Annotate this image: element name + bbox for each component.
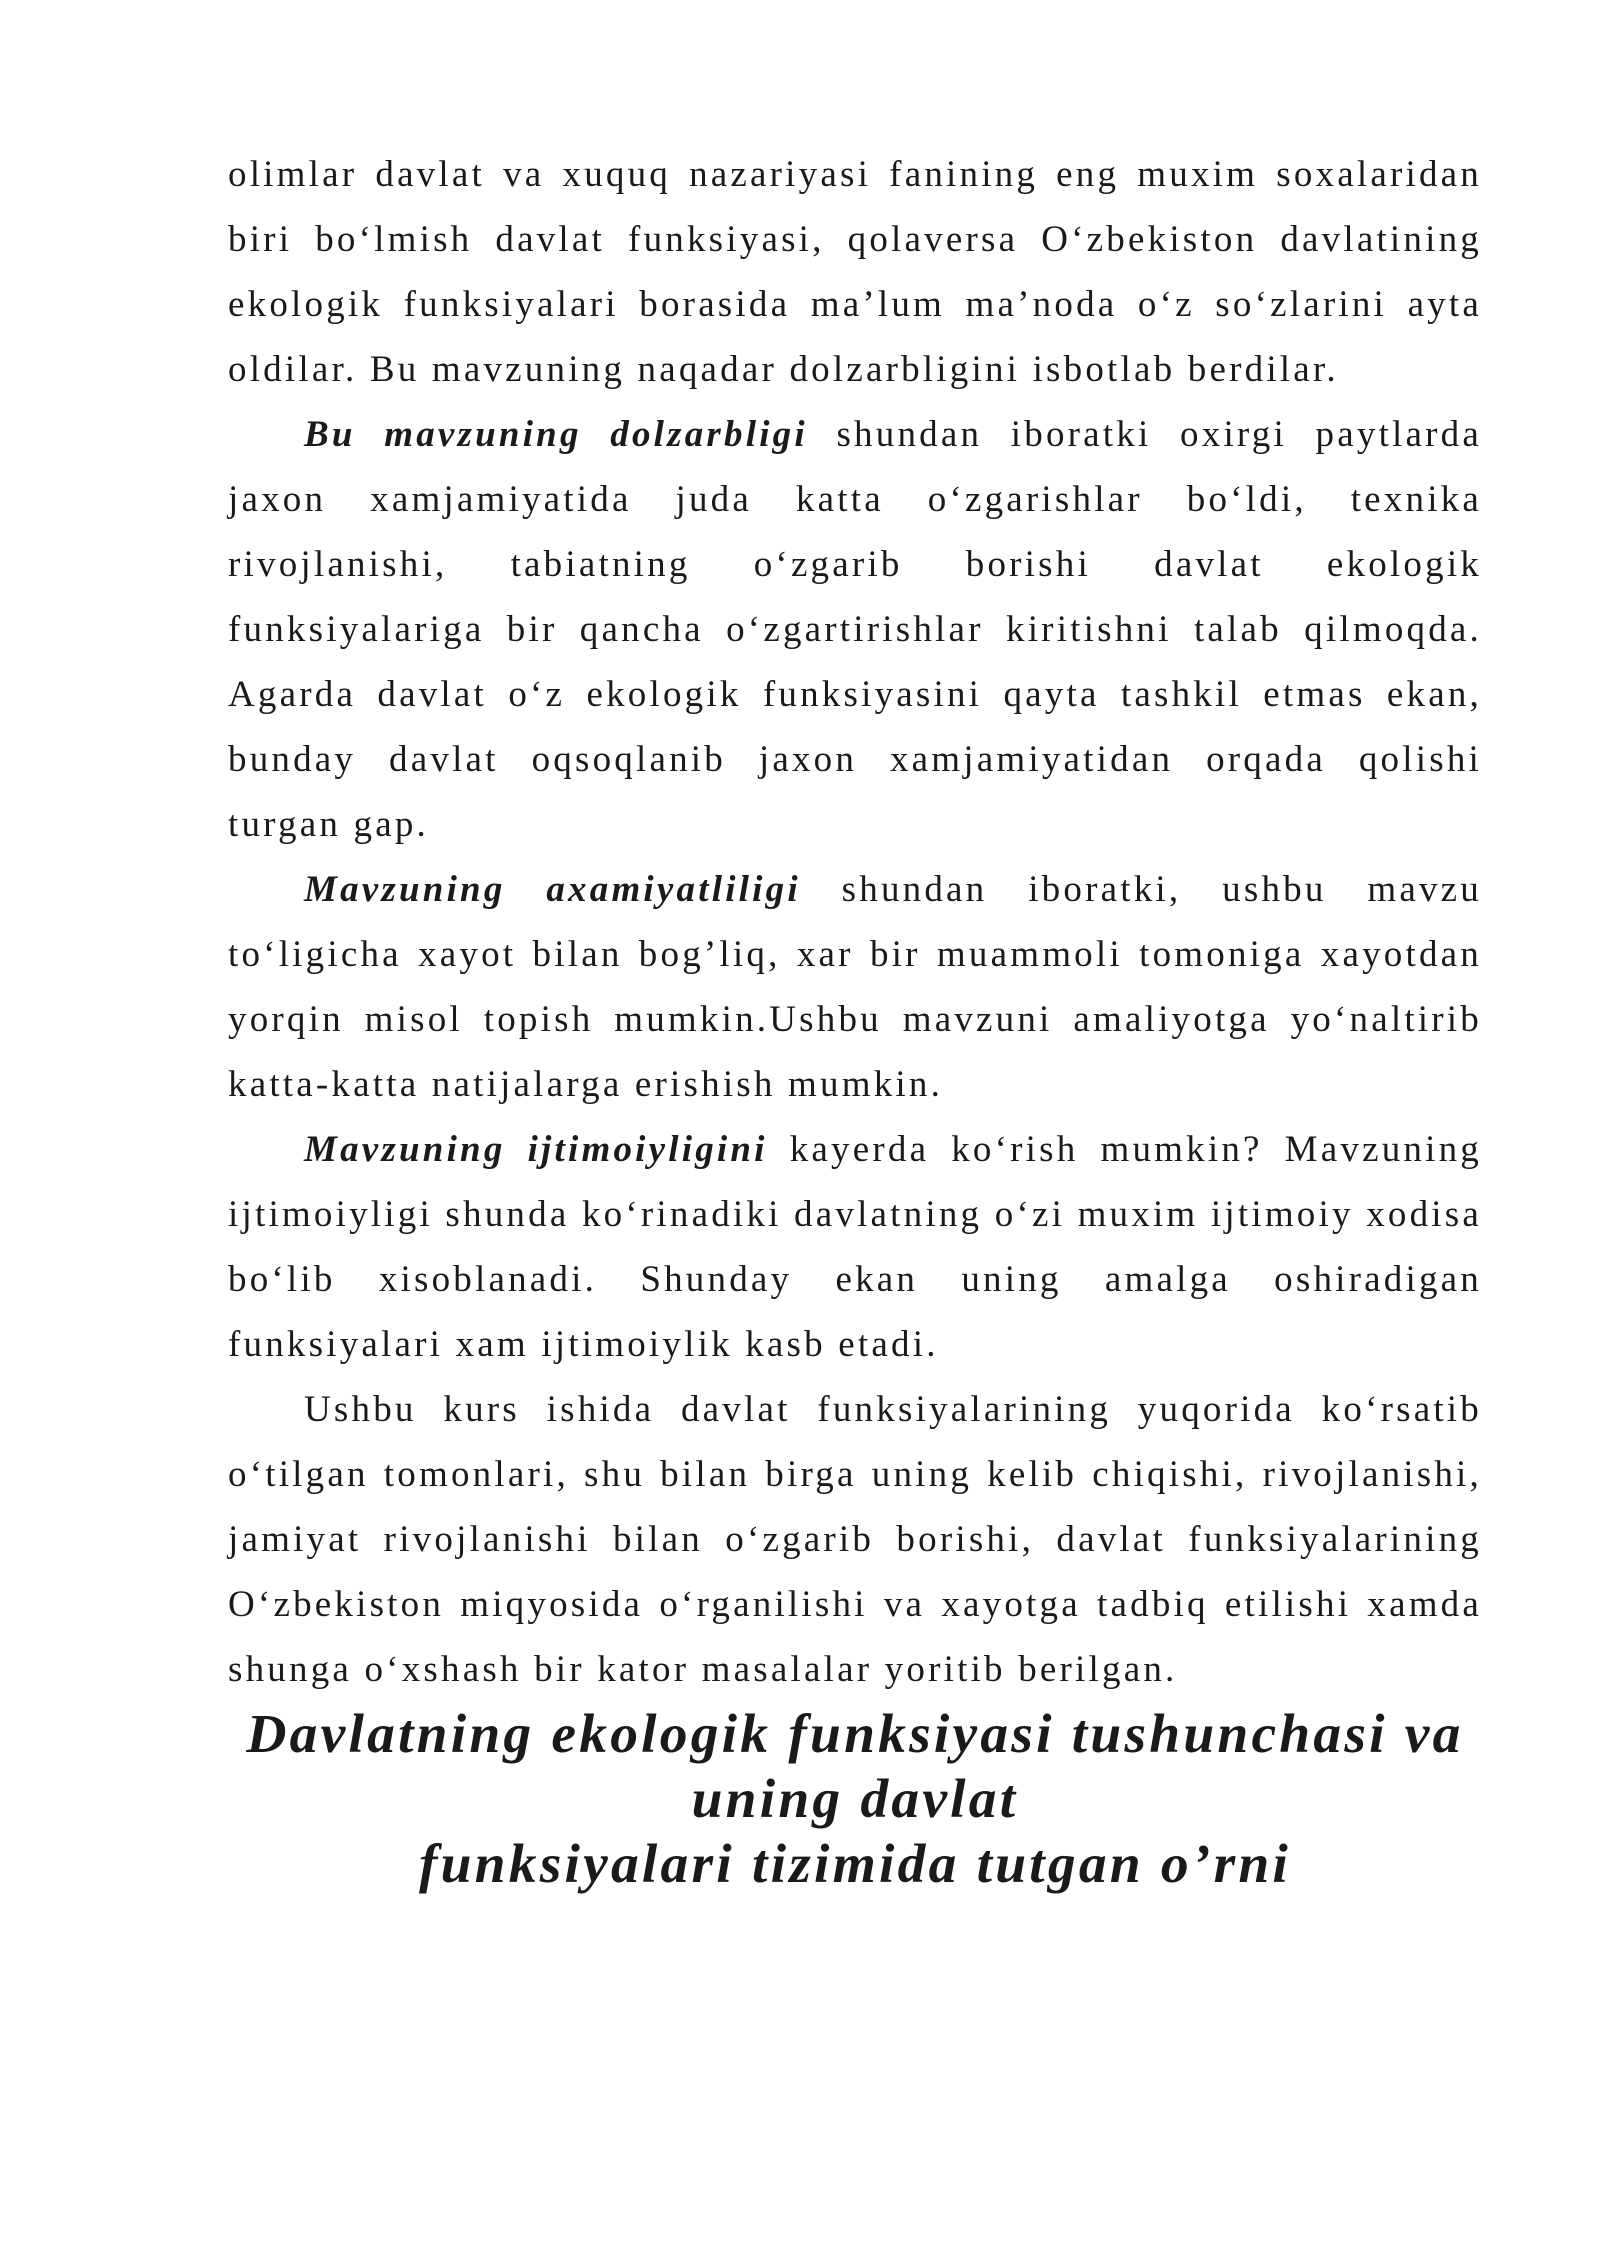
paragraph-intro-continuation: olimlar davlat va xuquq nazariyasi fanining eng muxim soxalaridan biri bo‘lmish davlat funksiyasi, qolaversa O‘zbekiston davlatining ekologik funksiyalari borasida ma’lum ma’noda o‘z so‘zlarini ayta oldilar. Bu mavzuning naqadar dolzarbligini isbotlab berdilar.: [228, 154, 1482, 390]
term-importance: Mavzuning axamiyatliligi: [304, 869, 801, 910]
paragraph-importance-text: shundan iboratki, ushbu mavzu to‘ligicha xayot bilan bog’liq, xar bir muammoli tomoniga xayotdan yorqin misol topish mumkin.Ushbu mavzuni amaliyotga yo‘naltirib katta-katta natijalarga erishish mumkin.: [228, 869, 1482, 1105]
paragraph-scope: Ushbu kurs ishida davlat funksiyalarining yuqorida ko‘rsatib o‘tilgan tomonlari, shu bilan birga uning kelib chiqishi, rivojlanishi, jamiyat rivojlanishi bilan o‘zgarib borishi, davlat funksiyalarining O‘zbekiston miqyosida o‘rganilishi va xayotga tadbiq etilishi xamda shunga o‘xshash bir kator masalalar yoritib berilgan.: [228, 1389, 1482, 1690]
paragraph-relevance-text: shundan iboratki oxirgi paytlarda jaxon xamjamiyatida juda katta o‘zgarishlar bo‘ldi, texnika rivojlanishi, tabiatning o‘zgarib borishi davlat ekologik funksiyalariga bir qancha o‘zgartirishlar kiritishni talab qilmoqda. Agarda davlat o‘z ekologik funksiyasini qayta tashkil etmas ekan, bunday davlat oqsoqlanib jaxon xamjamiyatidan orqada qolishi turgan gap.: [228, 414, 1482, 845]
document-page: [228, 142, 1482, 1897]
paragraph-relevance: [228, 402, 1482, 857]
paragraph-social-significance: [228, 1117, 1482, 1377]
term-relevance: Bu mavzuning dolzarbligi: [304, 414, 808, 455]
term-social-significance: Mavzuning ijtimoiyligini: [304, 1129, 768, 1170]
section-heading-line-1: Davlatning ekologik funksiyasi tushunchasi va uning davlat: [246, 1704, 1464, 1830]
paragraph-importance: [228, 857, 1482, 1117]
paragraph-social-significance-text: kayerda ko‘rish mumkin? Mavzuning ijtimoiyligi shunda ko‘rinadiki davlatning o‘zi muxim ijtimoiy xodisa bo‘lib xisoblanadi. Shunday ekan uning amalga oshiradigan funksiyalari xam ijtimoiylik kasb etadi.: [228, 1129, 1482, 1365]
section-heading-line-2: funksiyalari tizimida tutgan o’rni: [418, 1834, 1292, 1895]
section-heading: [228, 1702, 1482, 1897]
